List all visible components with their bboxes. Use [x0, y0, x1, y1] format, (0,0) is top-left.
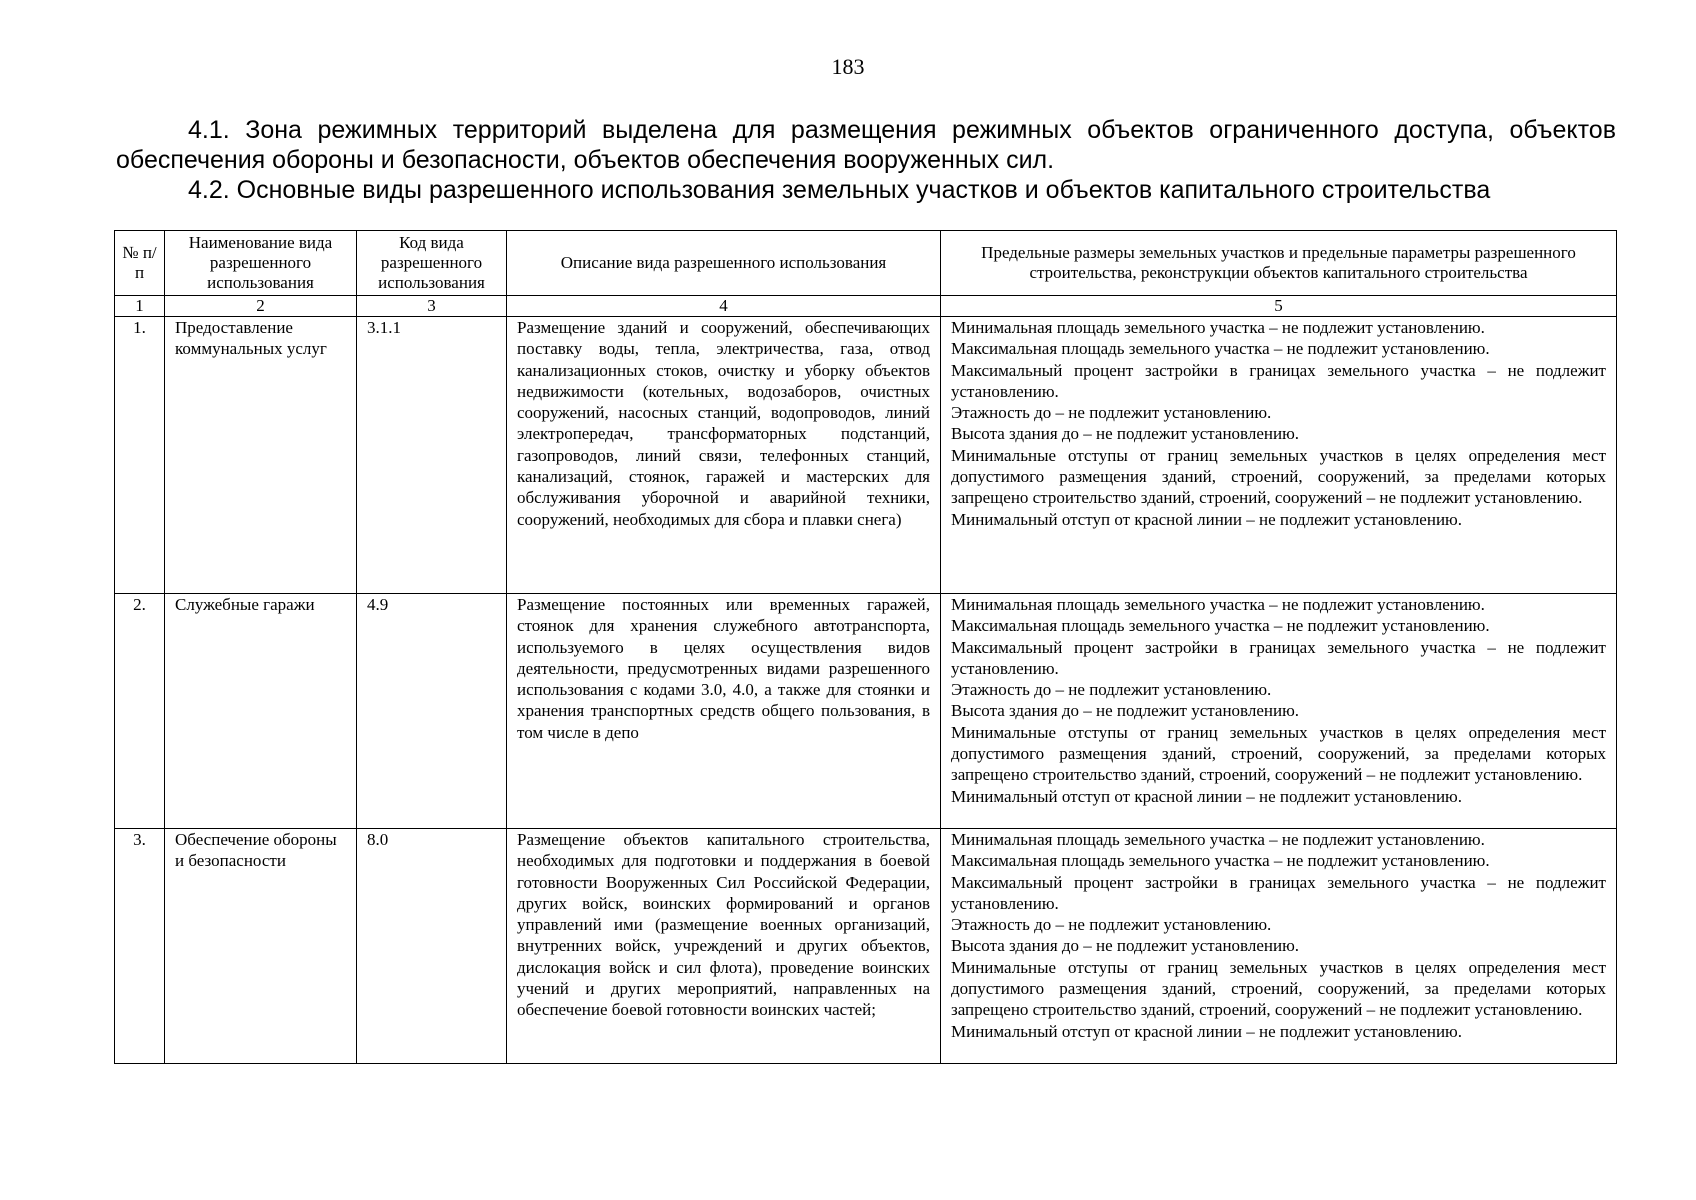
use-code: 4.9 — [357, 594, 507, 829]
column-number: 4 — [507, 296, 941, 317]
table-header-row — [115, 231, 1617, 296]
header-number: № п/п — [115, 231, 165, 296]
limit-line: Максимальная площадь земельного участка – не подлежит установлению. — [951, 616, 1490, 636]
use-name: Обеспечение обороны и безопасности — [165, 829, 357, 1064]
use-description-text: Размещение объектов капитального строительства, необходимых для подготовки и поддержания в боевой готовности Вооруженных Сил Российской Федерации, других войск, воинских формирований и органов управлений ими (размещение военных организаций, внутренних войск, учреждений и других объектов, дислокация войск и сил флота), проведение воинских учений и других мероприятий, направленных на обеспечение боевой готовности воинских частей; — [517, 830, 930, 1020]
row-number: 2. — [115, 594, 165, 829]
limit-line: Максимальный процент застройки в границах земельного участка – не подлежит установлению. — [951, 360, 1606, 401]
use-description: Размещение зданий и сооружений, обеспечивающих поставку воды, тепла, электричества, газа, отвод канализационных стоков, очистку и уборку объектов недвижимости (котельных, водозаборов, очистных сооружений, насосных станций, водопроводов, линий электропередач, трансформаторных подстанций, газопроводов, линий связи, телефонных станций, канализаций, стоянок, гаражей и мастерских для обслуживания уборочной и аварийной техники, сооружений, необходимых для сбора и плавки снега) — [507, 317, 941, 594]
use-name: Предоставление коммунальных услуг — [165, 317, 357, 594]
limit-line: Максимальный процент застройки в границах земельного участка – не подлежит установлению. — [951, 872, 1606, 913]
land-use-table — [114, 230, 1617, 1064]
limit-line: Минимальные отступы от границ земельных участков в целях определения мест допустимого размещения зданий, строений, сооружений, за пределами которых запрещено строительство зданий, строений, сооружений – не подлежит установлению. — [951, 957, 1606, 1020]
row-number: 3. — [115, 829, 165, 1064]
limit-line: Высота здания до – не подлежит установлению. — [951, 936, 1300, 956]
limit-line: Минимальная площадь земельного участка – не подлежит установлению. — [951, 830, 1485, 849]
paragraph-4-2: 4.2. Основные виды разрешенного использования земельных участков и объектов капитального строительства — [188, 176, 1491, 204]
table-row — [115, 317, 1617, 594]
use-limits — [941, 317, 1617, 594]
use-code: 8.0 — [357, 829, 507, 1064]
header-use-code: Код вида разрешенного использования — [357, 231, 507, 296]
use-code: 3.1.1 — [357, 317, 507, 594]
limit-line: Минимальный отступ от красной линии – не подлежит установлению. — [951, 1021, 1462, 1041]
limit-line: Минимальный отступ от красной линии – не подлежит установлению. — [951, 786, 1462, 806]
limit-line: Максимальная площадь земельного участка – не подлежит установлению. — [951, 851, 1490, 871]
limit-line: Максимальный процент застройки в границах земельного участка – не подлежит установлению. — [951, 637, 1606, 678]
limit-line: Максимальная площадь земельного участка – не подлежит установлению. — [951, 339, 1490, 359]
table-row — [115, 829, 1617, 1064]
use-limits — [941, 829, 1617, 1064]
column-number: 1 — [115, 296, 165, 317]
use-description: Размещение постоянных или временных гаражей, стоянок для хранения служебного автотранспорта, используемого в целях осуществления видов деятельности, предусмотренных видами разрешенного использования с кодами 3.0, 4.0, а также для стоянки и хранения транспортных средств общего пользования, в том числе в депо — [507, 594, 941, 829]
use-limits — [941, 594, 1617, 829]
limit-line: Высота здания до – не подлежит установлению. — [951, 701, 1300, 721]
limit-line: Высота здания до – не подлежит установлению. — [951, 424, 1300, 444]
table-column-numbers-row — [115, 296, 1617, 317]
column-number: 5 — [941, 296, 1617, 317]
table-row — [115, 594, 1617, 829]
header-limits: Предельные размеры земельных участков и предельные параметры разрешенного строительства, реконструкции объектов капитального строительства — [941, 231, 1617, 296]
header-use-name: Наименование вида разрешенного использования — [165, 231, 357, 296]
limit-line: Этажность до – не подлежит установлению. — [951, 680, 1272, 700]
column-number: 2 — [165, 296, 357, 317]
limit-line: Минимальные отступы от границ земельных участков в целях определения мест допустимого размещения зданий, строений, сооружений, за пределами которых запрещено строительство зданий, строений, сооружений – не подлежит установлению. — [951, 722, 1606, 785]
column-number: 3 — [357, 296, 507, 317]
use-description — [507, 829, 941, 1064]
limit-line: Минимальная площадь земельного участка – не подлежит установлению. — [951, 595, 1485, 614]
limit-line: Этажность до – не подлежит установлению. — [951, 403, 1272, 423]
row-number: 1. — [115, 317, 165, 594]
limit-line: Минимальная площадь земельного участка – не подлежит установлению. — [951, 318, 1485, 337]
limit-line: Минимальные отступы от границ земельных участков в целях определения мест допустимого размещения зданий, строений, сооружений, за пределами которых запрещено строительство зданий, строений, сооружений – не подлежит установлению. — [951, 445, 1606, 508]
header-description: Описание вида разрешенного использования — [507, 231, 941, 296]
limit-line: Этажность до – не подлежит установлению. — [951, 915, 1272, 935]
use-name: Служебные гаражи — [165, 594, 357, 829]
paragraph-4-1: 4.1. Зона режимных территорий выделена для размещения режимных объектов ограниченного доступа, объектов обеспечения обороны и безопасности, объектов обеспечения вооруженных сил. — [116, 116, 1616, 174]
page-number: 183 — [831, 54, 865, 79]
limit-line: Минимальный отступ от красной линии – не подлежит установлению. — [951, 509, 1462, 529]
